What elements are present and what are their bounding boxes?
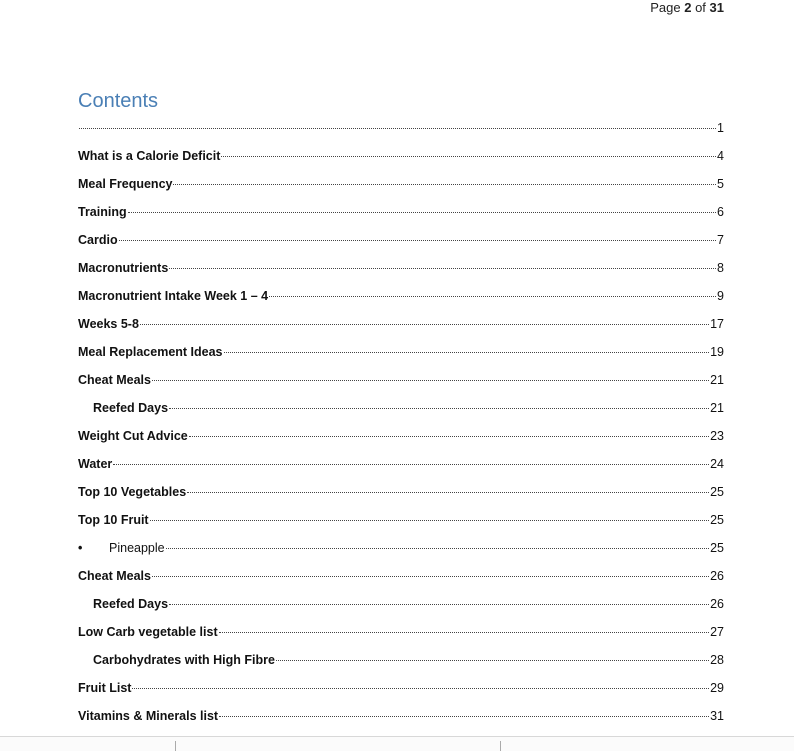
toc-entry[interactable] xyxy=(78,231,724,259)
toc-entry[interactable] xyxy=(78,623,724,651)
toc-entry-label: Meal Replacement Ideas xyxy=(78,345,223,359)
dot-leader xyxy=(221,156,716,157)
dot-leader xyxy=(169,604,709,605)
dot-leader xyxy=(152,576,709,577)
toc-entry-label: Vitamins & Minerals list xyxy=(78,709,219,723)
toc-entry-page-number: 9 xyxy=(717,289,724,303)
toc-entry[interactable] xyxy=(78,427,724,455)
dot-leader xyxy=(276,660,709,661)
toc-entry-page-number: 21 xyxy=(710,401,724,415)
toc-entry-label: Pineapple xyxy=(109,541,165,555)
table-of-contents xyxy=(78,119,724,735)
page-total: 31 xyxy=(709,0,724,15)
toc-entry-label: Cheat Meals xyxy=(78,373,151,387)
toc-entry[interactable] xyxy=(78,399,724,427)
toc-entry-page-number: 31 xyxy=(710,709,724,723)
status-bar xyxy=(0,736,794,751)
toc-entry-page-number: 29 xyxy=(710,681,724,695)
dot-leader xyxy=(169,268,716,269)
toc-entry[interactable] xyxy=(78,455,724,483)
toc-entry-label: Weeks 5-8 xyxy=(78,317,139,331)
toc-entry-page-number: 4 xyxy=(717,149,724,163)
toc-entry-label: Weight Cut Advice xyxy=(78,429,188,443)
dot-leader xyxy=(150,520,709,521)
dot-leader xyxy=(119,240,716,241)
toc-entry[interactable] xyxy=(78,259,724,287)
dot-leader xyxy=(140,324,709,325)
dot-leader xyxy=(113,464,709,465)
toc-entry-label: Reefed Days xyxy=(93,597,169,611)
dot-leader xyxy=(173,184,716,185)
toc-entry-label: Low Carb vegetable list xyxy=(78,625,218,639)
toc-entry-label: Carbohydrates with High Fibre xyxy=(93,653,275,667)
toc-entry[interactable] xyxy=(78,651,724,679)
toc-entry[interactable] xyxy=(78,371,724,399)
toc-entry[interactable] xyxy=(78,287,724,315)
toc-entry-label: Cheat Meals xyxy=(78,569,151,583)
toc-entry[interactable] xyxy=(78,539,724,567)
dot-leader xyxy=(128,212,716,213)
toc-entry-page-number: 17 xyxy=(710,317,724,331)
dot-leader xyxy=(224,352,710,353)
toc-entry-label: Top 10 Fruit xyxy=(78,513,149,527)
dot-leader xyxy=(219,716,709,717)
toc-entry-label: Water xyxy=(78,457,113,471)
toc-entry[interactable] xyxy=(78,203,724,231)
dot-leader xyxy=(187,492,709,493)
toc-entry-page-number: 21 xyxy=(710,373,724,387)
toc-entry-label: Macronutrients xyxy=(78,261,169,275)
toc-entry-page-number: 25 xyxy=(710,513,724,527)
toc-entry-label: What is a Calorie Deficit xyxy=(78,149,221,163)
toc-entry-label: Reefed Days xyxy=(93,401,169,415)
page-of: of xyxy=(695,0,706,15)
toc-entry-page-number: 25 xyxy=(710,541,724,555)
dot-leader xyxy=(219,632,709,633)
toc-entry-page-number: 24 xyxy=(710,457,724,471)
toc-entry[interactable] xyxy=(78,679,724,707)
dot-leader xyxy=(152,380,709,381)
page-number xyxy=(650,0,724,15)
toc-entry-page-number: 28 xyxy=(710,653,724,667)
toc-entry-page-number: 5 xyxy=(717,177,724,191)
contents-heading: Contents xyxy=(78,90,159,112)
toc-entry[interactable] xyxy=(78,707,724,735)
dot-leader xyxy=(189,436,709,437)
toc-entry[interactable] xyxy=(78,511,724,539)
toc-entry[interactable] xyxy=(78,483,724,511)
toc-entry-label: Cardio xyxy=(78,233,118,247)
toc-entry-page-number: 6 xyxy=(717,205,724,219)
toc-entry-label: Fruit List xyxy=(78,681,132,695)
toc-entry-label: Top 10 Vegetables xyxy=(78,485,187,499)
toc-entry[interactable] xyxy=(78,595,724,623)
toc-entry-page-number: 7 xyxy=(717,233,724,247)
toc-entry-page-number: 25 xyxy=(710,485,724,499)
toc-entry-label: Meal Frequency xyxy=(78,177,173,191)
bullet-icon: • xyxy=(78,541,83,555)
page-current: 2 xyxy=(684,0,692,15)
toc-entry[interactable] xyxy=(78,315,724,343)
dot-leader xyxy=(169,408,709,409)
dot-leader xyxy=(269,296,716,297)
toc-entry-page-number: 8 xyxy=(717,261,724,275)
toc-entry-label: Training xyxy=(78,205,127,219)
toc-entry[interactable] xyxy=(78,343,724,371)
toc-entry-page-number: 26 xyxy=(710,597,724,611)
page-prefix: Page xyxy=(650,0,681,15)
toc-entry[interactable] xyxy=(78,147,724,175)
status-bar-divider xyxy=(175,741,176,751)
toc-entry-page-number: 26 xyxy=(710,569,724,583)
toc-entry-page-number: 27 xyxy=(710,625,724,639)
status-bar-divider xyxy=(500,741,501,751)
dot-leader xyxy=(132,688,709,689)
toc-entry[interactable] xyxy=(78,119,724,147)
toc-entry-page-number: 23 xyxy=(710,429,724,443)
toc-entry[interactable] xyxy=(78,175,724,203)
toc-entry-label: Macronutrient Intake Week 1 – 4 xyxy=(78,289,269,303)
dot-leader xyxy=(79,128,716,129)
toc-entry[interactable] xyxy=(78,567,724,595)
toc-entry-page-number: 1 xyxy=(717,121,724,135)
toc-entry-page-number: 19 xyxy=(710,345,724,359)
dot-leader xyxy=(166,548,709,549)
